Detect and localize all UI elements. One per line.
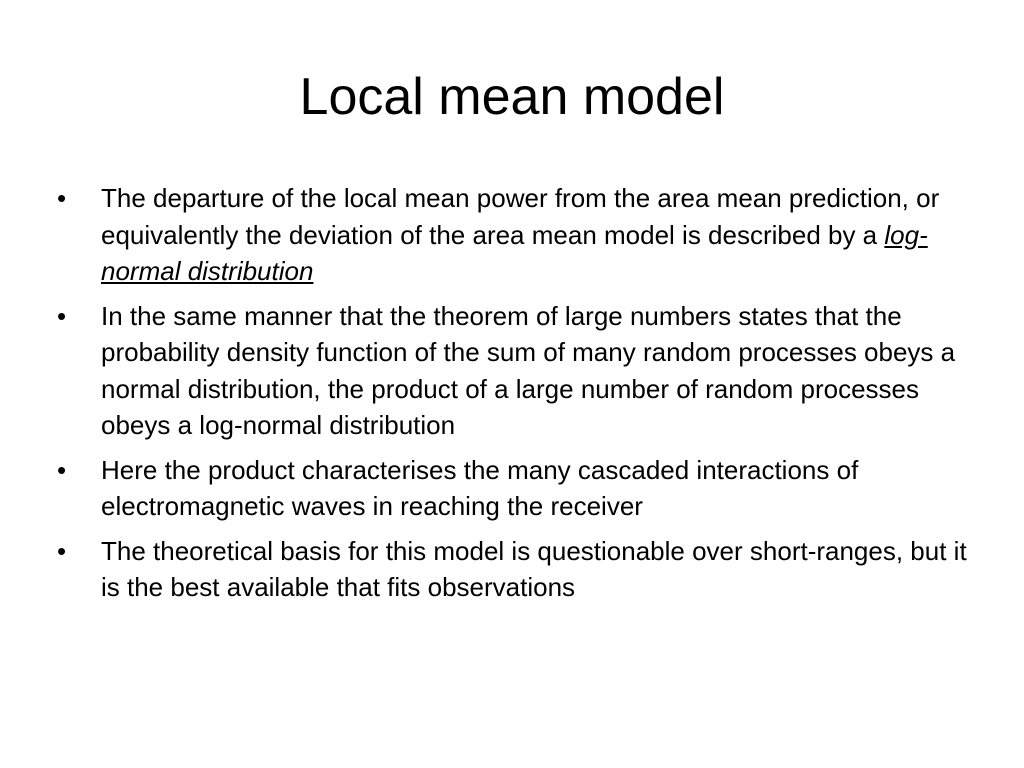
slide-title: Local mean model [299,68,725,126]
bullet-item-1 [55,180,975,290]
bullet-icon: • [57,454,67,485]
bullet-item-4 [55,533,975,606]
bullet-icon: • [57,183,67,213]
bullet-icon: • [57,535,67,566]
bullet-text-2: In the same manner that the theorem of large numbers states that the probability density function of the sum of many random processes obeys a normal distribution, the product of a large number of random processes obeys a log-normal distribution [101,300,956,440]
bullet-text-3: Here the product characterises the many cascaded interactions of electromagnetic waves in reaching the receiver [101,454,859,521]
bullet-list [55,180,975,614]
bullet-icon: • [57,300,67,331]
bullet-text-1: The departure of the local mean power from the area mean prediction, or equivalently the deviation of the area mean model is described by a [101,183,940,250]
bullet-item-3 [55,452,975,525]
bullet-item-2 [55,298,975,444]
bullet-text-4: The theoretical basis for this model is questionable over short-ranges, but it is the best available that fits observations [101,535,967,602]
log-normal-distribution-term: log-normal distribution [101,219,928,286]
